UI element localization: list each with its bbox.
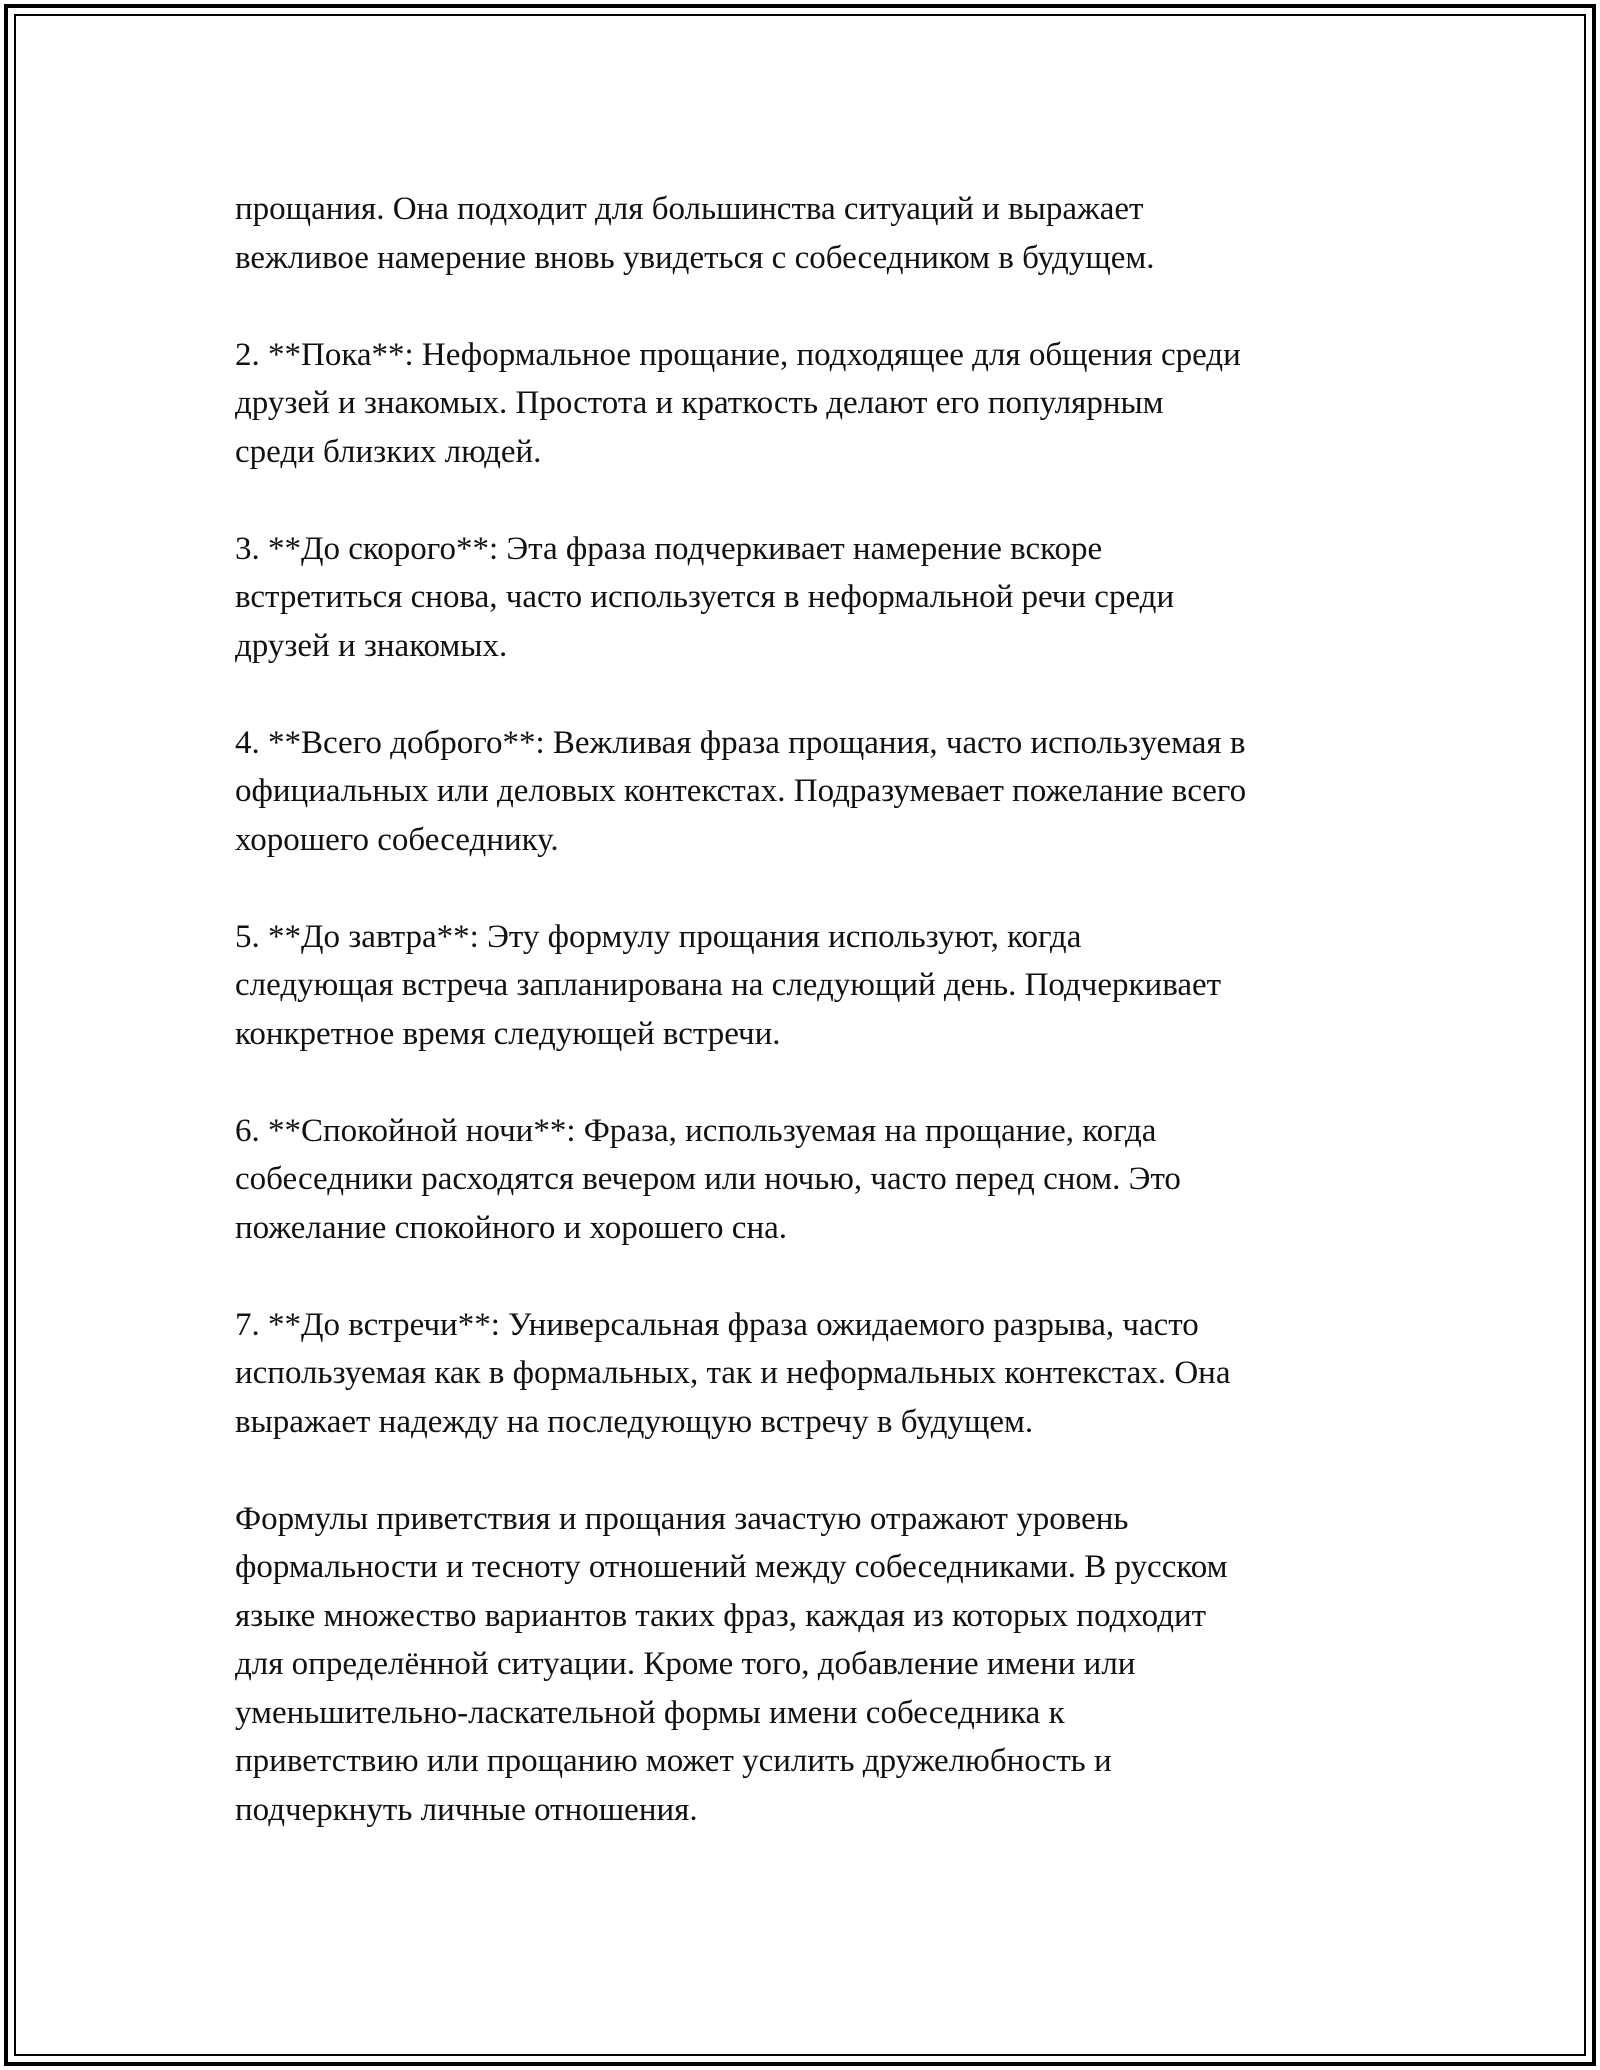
paragraph-item-2: 2. **Пока**: Неформальное прощание, подходящее для общения среди друзей и знакомых. Простота и краткость делают его популярным среди близких людей. bbox=[235, 336, 1241, 470]
document-body bbox=[235, 185, 1415, 1834]
paragraph-intro-continuation: прощания. Она подходит для большинства ситуаций и выражает вежливое намерение вновь увидеться с собеседником в будущем. bbox=[235, 191, 1155, 276]
paragraph-item-7: 7. **До встречи**: Универсальная фраза ожидаемого разрыва, часто используемая как в формальных, так и неформальных контекстах. Она выражает надежду на последующую встречу в будущем. bbox=[235, 1306, 1231, 1440]
paragraph-item-5: 5. **До завтра**: Эту формулу прощания используют, когда следующая встреча запланирована на следующий день. Подчеркивает конкретное время следующей встречи. bbox=[235, 918, 1222, 1052]
paragraph-conclusion: Формулы приветствия и прощания зачастую отражают уровень формальности и тесноту отношений между собеседниками. В русском языке множество вариантов таких фраз, каждая из которых подходит для определённой ситуации. Кроме того, добавление имени или уменьшительно-ласкательной формы имени собеседника к приветствию или прощанию может усилить дружелюбность и подчеркнуть личные отношения. bbox=[235, 1500, 1228, 1828]
paragraph-item-6: 6. **Спокойной ночи**: Фраза, используемая на прощание, когда собеседники расходятся вечером или ночью, часто перед сном. Это пожелание спокойного и хорошего сна. bbox=[235, 1112, 1181, 1246]
paragraph-item-4: 4. **Всего доброго**: Вежливая фраза прощания, часто используемая в официальных или деловых контекстах. Подразумевает пожелание всего хорошего собеседнику. bbox=[235, 724, 1247, 858]
paragraph-item-3: 3. **До скорого**: Эта фраза подчеркивает намерение вскоре встретиться снова, часто используется в неформальной речи среди друзей и знакомых. bbox=[235, 530, 1175, 664]
